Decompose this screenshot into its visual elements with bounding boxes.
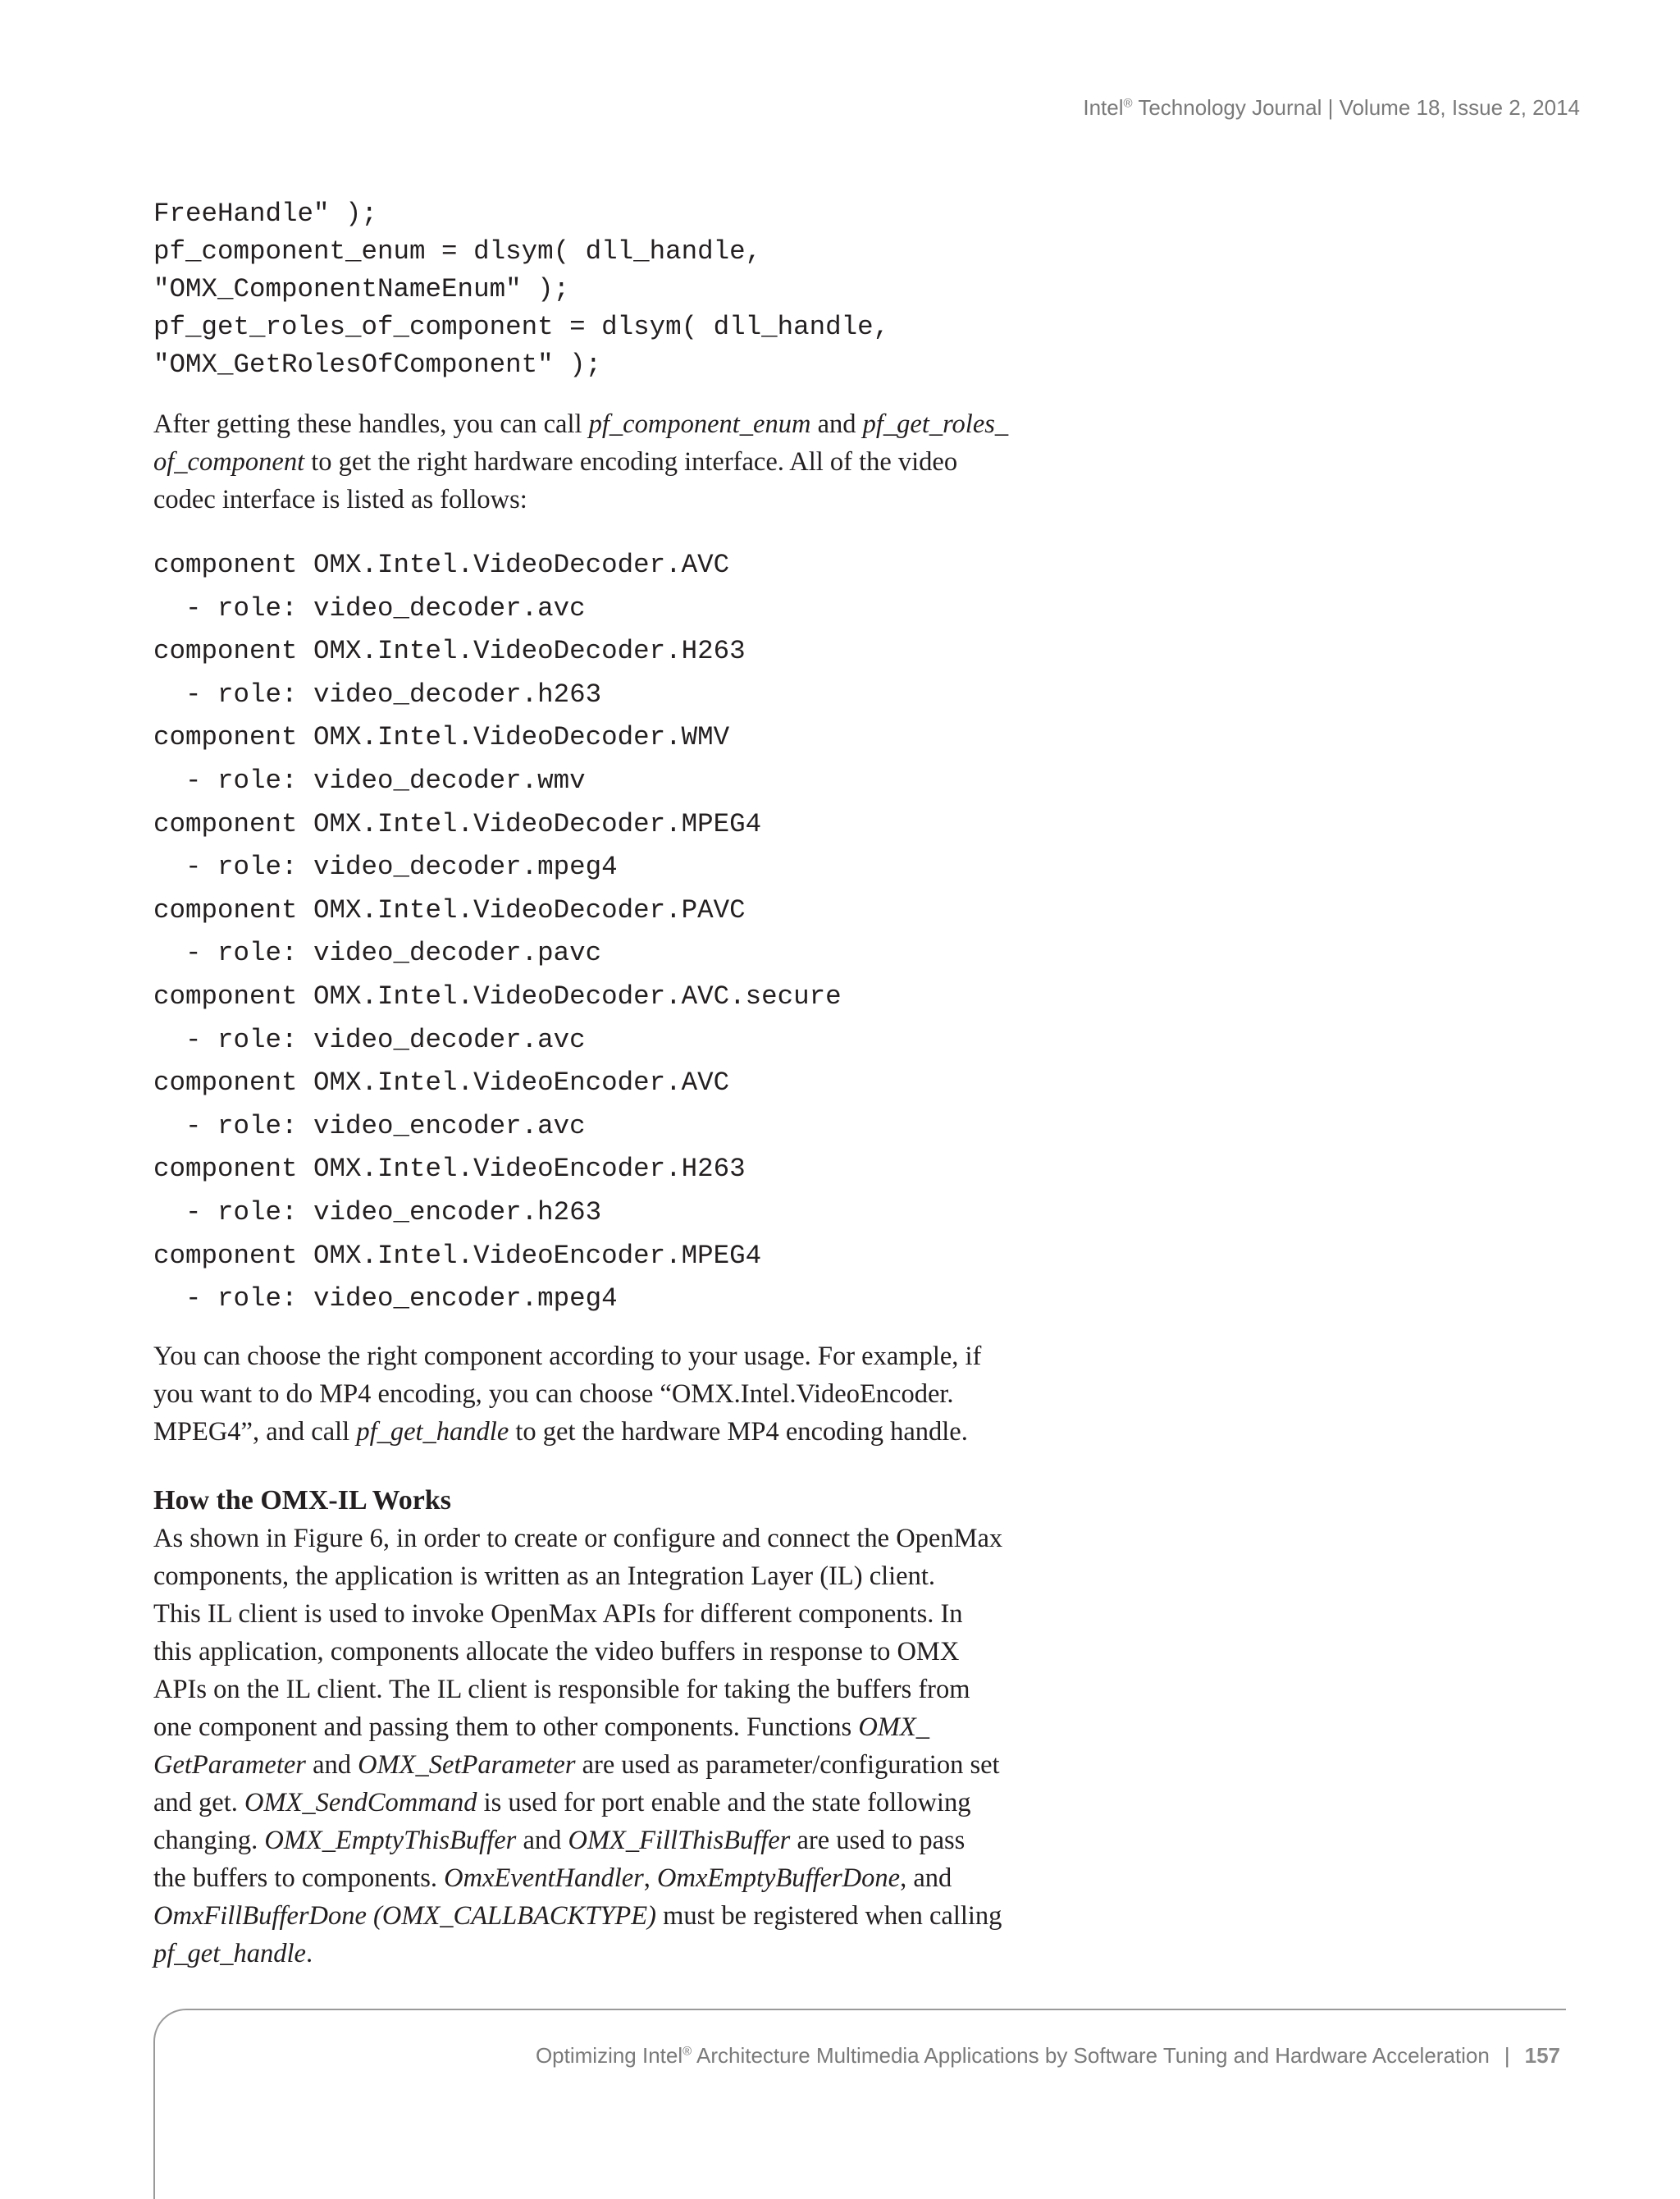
text-run: changing. — [153, 1826, 265, 1855]
function-name: OMX_EmptyThisBuffer — [264, 1826, 517, 1855]
paragraph-choose-component — [153, 1337, 990, 1451]
text-run: Optimizing Intel — [535, 2043, 683, 2068]
text-line — [153, 405, 1009, 443]
code-line: component OMX.Intel.VideoEncoder.AVC — [153, 1067, 730, 1099]
paragraph-omx-il — [153, 1520, 1003, 1973]
text-run: the buffers to components. — [153, 1863, 445, 1893]
text-line: this application, components allocate the video buffers in response to OMX — [153, 1637, 960, 1666]
code-block-components — [153, 544, 842, 1321]
code-line: component OMX.Intel.VideoDecoder.PAVC — [153, 894, 746, 926]
code-line: - role: video_encoder.h263 — [153, 1196, 602, 1228]
code-line: - role: video_encoder.avc — [153, 1110, 586, 1141]
page-number: 157 — [1524, 2043, 1560, 2068]
text-run: , and — [900, 1863, 952, 1893]
text-line — [153, 1935, 990, 1973]
code-line: pf_component_enum = dlsym( dll_handle, — [153, 236, 762, 267]
code-line: "OMX_GetRolesOfComponent" ); — [153, 350, 602, 380]
function-name: OmxFillBufferDone (OMX_CALLBACKTYPE) — [153, 1901, 656, 1931]
footer-separator: | — [1504, 2043, 1510, 2068]
journal-name: Intel — [1083, 95, 1124, 120]
text-line: components, the application is written as an Integration Layer (IL) client. — [153, 1561, 936, 1591]
text-line — [153, 1708, 990, 1746]
code-line: component OMX.Intel.VideoDecoder.WMV — [153, 722, 730, 753]
text-run: to get the hardware MP4 encoding handle. — [509, 1417, 968, 1447]
function-name: pf_get_handle — [153, 1939, 306, 1968]
function-name: OMX_SetParameter — [358, 1750, 576, 1780]
text-run: is used for port enable and the state following — [477, 1788, 971, 1817]
function-name: pf_component_enum — [588, 409, 811, 439]
text-run: After getting these handles, you can call — [153, 409, 589, 439]
text-run: one component and passing them to other components. Functions — [153, 1712, 859, 1742]
code-line: "OMX_ComponentNameEnum" ); — [153, 274, 570, 304]
journal-issue: Technology Journal | Volume 18, Issue 2, 2014 — [1132, 95, 1580, 120]
code-line: component OMX.Intel.VideoEncoder.H263 — [153, 1154, 746, 1185]
text-line — [153, 1897, 1002, 1935]
text-run: Architecture Multimedia Applications by Software Tuning and Hardware Acceleration — [692, 2043, 1490, 2068]
function-name: pf_get_roles_ — [862, 409, 1009, 439]
text-line — [153, 1413, 990, 1451]
code-line: component OMX.Intel.VideoDecoder.AVC.secure — [153, 981, 842, 1012]
code-line: - role: video_decoder.avc — [153, 592, 586, 624]
code-line: component OMX.Intel.VideoDecoder.MPEG4 — [153, 808, 762, 839]
text-run: are used to pass — [790, 1826, 966, 1855]
function-name: GetParameter — [153, 1750, 306, 1780]
function-name: OMX_FillThisBuffer — [568, 1826, 791, 1855]
paragraph-handles — [153, 405, 1009, 519]
text-run: and — [305, 1750, 358, 1780]
text-line: APIs on the IL client. The IL client is responsible for taking the buffers from — [153, 1675, 970, 1704]
code-line: component OMX.Intel.VideoDecoder.H263 — [153, 636, 746, 667]
code-line: - role: video_decoder.avc — [153, 1024, 586, 1055]
running-header — [1083, 95, 1580, 121]
registered-mark: ® — [1123, 96, 1133, 111]
text-run: are used as parameter/configuration set — [575, 1750, 1000, 1780]
section-heading: How the OMX-IL Works — [153, 1485, 452, 1516]
text-run: to get the right hardware encoding interface. All of the video — [304, 447, 958, 477]
text-line — [153, 1784, 990, 1822]
text-run: and — [516, 1826, 568, 1855]
function-name: of_component — [153, 447, 305, 477]
code-line: - role: video_decoder.wmv — [153, 765, 586, 796]
text-line: You can choose the right component according to your usage. For example, if — [153, 1342, 982, 1371]
code-line: - role: video_decoder.h263 — [153, 679, 602, 710]
code-line: - role: video_decoder.pavc — [153, 938, 602, 969]
text-run: MPEG4”, and call — [153, 1417, 357, 1447]
text-run: and get. — [153, 1788, 245, 1817]
text-line: As shown in Figure 6, in order to create or configure and connect the OpenMax — [153, 1524, 1003, 1553]
function-name: OmxEmptyBufferDone — [657, 1863, 901, 1893]
text-line: This IL client is used to invoke OpenMax APIs for different components. In — [153, 1599, 963, 1629]
text-run: and — [810, 409, 863, 439]
code-block-dlsym — [153, 195, 889, 384]
text-run: . — [305, 1939, 313, 1968]
text-run: , — [643, 1863, 658, 1893]
text-line — [153, 1859, 990, 1897]
code-line: - role: video_decoder.mpeg4 — [153, 852, 618, 883]
text-line — [153, 1746, 1000, 1784]
text-run: must be registered when calling — [655, 1901, 1002, 1931]
footer-title — [536, 2043, 1490, 2068]
text-line: codec interface is listed as follows: — [153, 485, 527, 514]
text-line: you want to do MP4 encoding, you can choose “OMX.Intel.VideoEncoder. — [153, 1379, 954, 1409]
code-line: FreeHandle" ); — [153, 199, 378, 229]
function-name: OMX_ — [858, 1712, 929, 1742]
code-line: - role: video_encoder.mpeg4 — [153, 1283, 618, 1314]
text-line — [153, 443, 990, 481]
code-line: component OMX.Intel.VideoEncoder.MPEG4 — [153, 1240, 762, 1271]
function-name: pf_get_handle — [356, 1417, 509, 1447]
function-name: OMX_SendCommand — [244, 1788, 477, 1817]
function-name: OmxEventHandler — [444, 1863, 644, 1893]
footer-frame — [153, 2009, 1566, 2199]
code-line: component OMX.Intel.VideoDecoder.AVC — [153, 550, 730, 580]
text-line — [153, 1822, 990, 1859]
registered-mark: ® — [682, 2044, 692, 2059]
page-footer — [536, 2043, 1560, 2069]
code-line: pf_get_roles_of_component = dlsym( dll_handle, — [153, 312, 890, 342]
